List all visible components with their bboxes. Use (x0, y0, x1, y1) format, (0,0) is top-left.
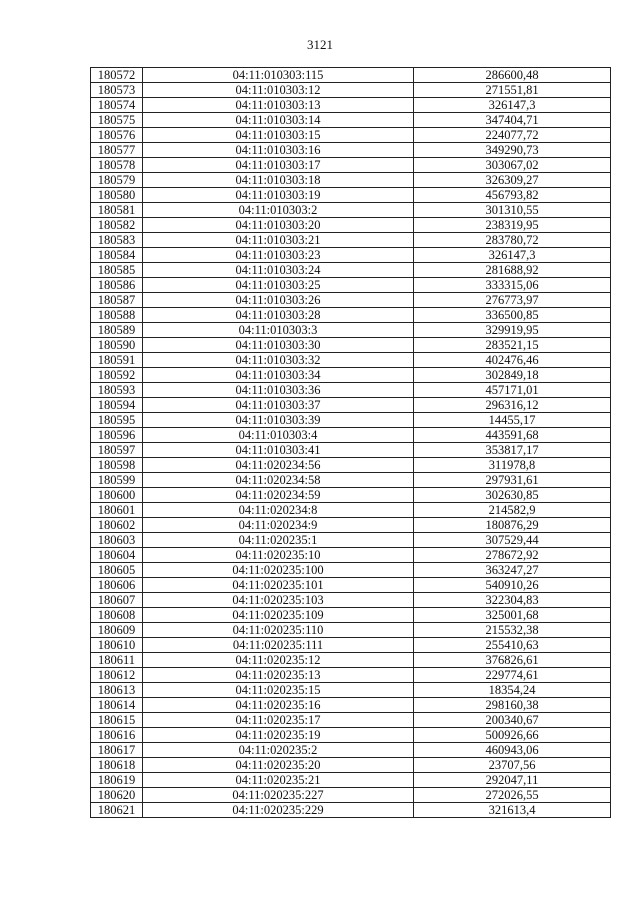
table-row (91, 758, 611, 773)
table-row (91, 143, 611, 158)
cadastral-value-cell: 349290,73 (414, 143, 611, 158)
cadastral-value-cell: 456793,82 (414, 188, 611, 203)
cadastral-value-cell: 301310,55 (414, 203, 611, 218)
cadastral-value-cell: 214582,9 (414, 503, 611, 518)
table-row (91, 638, 611, 653)
cadastral-value-cell: 276773,97 (414, 293, 611, 308)
table-row (91, 338, 611, 353)
row-number-cell: 180591 (91, 353, 143, 368)
row-number-cell: 180583 (91, 233, 143, 248)
row-number-cell: 180572 (91, 68, 143, 83)
cadastral-number-cell: 04:11:010303:18 (143, 173, 414, 188)
cadastral-value-cell: 298160,38 (414, 698, 611, 713)
cadastral-value-cell: 215532,38 (414, 623, 611, 638)
row-number-cell: 180620 (91, 788, 143, 803)
cadastral-value-cell: 302849,18 (414, 368, 611, 383)
row-number-cell: 180610 (91, 638, 143, 653)
row-number-cell: 180595 (91, 413, 143, 428)
cadastral-value-cell: 283521,15 (414, 338, 611, 353)
cadastral-number-cell: 04:11:020234:9 (143, 518, 414, 533)
cadastral-value-cell: 347404,71 (414, 113, 611, 128)
cadastral-number-cell: 04:11:020235:1 (143, 533, 414, 548)
table-row (91, 443, 611, 458)
cadastral-value-cell: 311978,8 (414, 458, 611, 473)
table-row (91, 113, 611, 128)
table-row (91, 563, 611, 578)
row-number-cell: 180611 (91, 653, 143, 668)
row-number-cell: 180597 (91, 443, 143, 458)
cadastral-number-cell: 04:11:020235:21 (143, 773, 414, 788)
cadastral-value-cell: 14455,17 (414, 413, 611, 428)
cadastral-number-cell: 04:11:010303:30 (143, 338, 414, 353)
table-row (91, 668, 611, 683)
row-number-cell: 180599 (91, 473, 143, 488)
row-number-cell: 180579 (91, 173, 143, 188)
table-row (91, 533, 611, 548)
cadastral-number-cell: 04:11:020234:56 (143, 458, 414, 473)
cadastral-number-cell: 04:11:010303:17 (143, 158, 414, 173)
cadastral-number-cell: 04:11:010303:21 (143, 233, 414, 248)
row-number-cell: 180609 (91, 623, 143, 638)
cadastral-number-cell: 04:11:010303:3 (143, 323, 414, 338)
cadastral-value-cell: 296316,12 (414, 398, 611, 413)
cadastral-number-cell: 04:11:020235:229 (143, 803, 414, 818)
cadastral-number-cell: 04:11:020235:2 (143, 743, 414, 758)
cadastral-value-table (90, 67, 611, 818)
row-number-cell: 180600 (91, 488, 143, 503)
cadastral-value-cell: 363247,27 (414, 563, 611, 578)
cadastral-value-cell: 255410,63 (414, 638, 611, 653)
cadastral-value-cell: 540910,26 (414, 578, 611, 593)
table-row (91, 683, 611, 698)
table-row (91, 653, 611, 668)
row-number-cell: 180608 (91, 608, 143, 623)
row-number-cell: 180594 (91, 398, 143, 413)
cadastral-value-cell: 224077,72 (414, 128, 611, 143)
row-number-cell: 180612 (91, 668, 143, 683)
row-number-cell: 180588 (91, 308, 143, 323)
table-row (91, 698, 611, 713)
cadastral-value-cell: 460943,06 (414, 743, 611, 758)
row-number-cell: 180587 (91, 293, 143, 308)
cadastral-number-cell: 04:11:020234:8 (143, 503, 414, 518)
cadastral-value-cell: 281688,92 (414, 263, 611, 278)
row-number-cell: 180582 (91, 218, 143, 233)
cadastral-value-cell: 326309,27 (414, 173, 611, 188)
cadastral-value-cell: 238319,95 (414, 218, 611, 233)
cadastral-number-cell: 04:11:010303:115 (143, 68, 414, 83)
cadastral-value-cell: 307529,44 (414, 533, 611, 548)
row-number-cell: 180578 (91, 158, 143, 173)
table-row (91, 248, 611, 263)
cadastral-number-cell: 04:11:010303:36 (143, 383, 414, 398)
row-number-cell: 180584 (91, 248, 143, 263)
cadastral-value-cell: 23707,56 (414, 758, 611, 773)
row-number-cell: 180589 (91, 323, 143, 338)
table-row (91, 773, 611, 788)
cadastral-number-cell: 04:11:010303:37 (143, 398, 414, 413)
table-row (91, 188, 611, 203)
cadastral-number-cell: 04:11:010303:34 (143, 368, 414, 383)
cadastral-number-cell: 04:11:020235:100 (143, 563, 414, 578)
cadastral-value-cell: 18354,24 (414, 683, 611, 698)
row-number-cell: 180596 (91, 428, 143, 443)
cadastral-value-cell: 229774,61 (414, 668, 611, 683)
cadastral-number-cell: 04:11:020235:111 (143, 638, 414, 653)
cadastral-value-cell: 302630,85 (414, 488, 611, 503)
row-number-cell: 180615 (91, 713, 143, 728)
cadastral-number-cell: 04:11:020235:101 (143, 578, 414, 593)
cadastral-value-cell: 292047,11 (414, 773, 611, 788)
cadastral-value-cell: 200340,67 (414, 713, 611, 728)
cadastral-value-cell: 322304,83 (414, 593, 611, 608)
cadastral-number-cell: 04:11:010303:14 (143, 113, 414, 128)
table-row (91, 623, 611, 638)
table-row (91, 608, 611, 623)
table-row (91, 488, 611, 503)
row-number-cell: 180613 (91, 683, 143, 698)
cadastral-value-cell: 326147,3 (414, 248, 611, 263)
table-row (91, 548, 611, 563)
row-number-cell: 180574 (91, 98, 143, 113)
cadastral-value-cell: 303067,02 (414, 158, 611, 173)
table-row (91, 233, 611, 248)
cadastral-value-cell: 329919,95 (414, 323, 611, 338)
table-row (91, 428, 611, 443)
cadastral-number-cell: 04:11:020235:103 (143, 593, 414, 608)
table-row (91, 503, 611, 518)
cadastral-number-cell: 04:11:010303:12 (143, 83, 414, 98)
cadastral-number-cell: 04:11:020235:16 (143, 698, 414, 713)
cadastral-number-cell: 04:11:020235:12 (143, 653, 414, 668)
row-number-cell: 180581 (91, 203, 143, 218)
cadastral-number-cell: 04:11:010303:32 (143, 353, 414, 368)
cadastral-value-cell: 457171,01 (414, 383, 611, 398)
cadastral-number-cell: 04:11:020235:10 (143, 548, 414, 563)
table-row (91, 278, 611, 293)
cadastral-value-cell: 286600,48 (414, 68, 611, 83)
cadastral-number-cell: 04:11:010303:28 (143, 308, 414, 323)
table-row (91, 398, 611, 413)
table-row (91, 518, 611, 533)
row-number-cell: 180590 (91, 338, 143, 353)
table-row (91, 803, 611, 818)
row-number-cell: 180618 (91, 758, 143, 773)
cadastral-number-cell: 04:11:010303:2 (143, 203, 414, 218)
cadastral-value-cell: 500926,66 (414, 728, 611, 743)
table-row (91, 473, 611, 488)
table-row (91, 263, 611, 278)
table-row (91, 368, 611, 383)
row-number-cell: 180576 (91, 128, 143, 143)
row-number-cell: 180604 (91, 548, 143, 563)
table-row (91, 203, 611, 218)
table-row (91, 83, 611, 98)
table-row (91, 308, 611, 323)
cadastral-number-cell: 04:11:020235:15 (143, 683, 414, 698)
table-row (91, 158, 611, 173)
row-number-cell: 180586 (91, 278, 143, 293)
table-row (91, 68, 611, 83)
table-row (91, 458, 611, 473)
cadastral-number-cell: 04:11:010303:16 (143, 143, 414, 158)
cadastral-number-cell: 04:11:010303:26 (143, 293, 414, 308)
cadastral-number-cell: 04:11:020235:110 (143, 623, 414, 638)
row-number-cell: 180580 (91, 188, 143, 203)
cadastral-value-cell: 336500,85 (414, 308, 611, 323)
cadastral-value-cell: 443591,68 (414, 428, 611, 443)
cadastral-number-cell: 04:11:010303:13 (143, 98, 414, 113)
cadastral-number-cell: 04:11:010303:19 (143, 188, 414, 203)
row-number-cell: 180577 (91, 143, 143, 158)
row-number-cell: 180601 (91, 503, 143, 518)
table-row (91, 98, 611, 113)
cadastral-number-cell: 04:11:010303:20 (143, 218, 414, 233)
page-number: 3121 (307, 37, 333, 52)
cadastral-number-cell: 04:11:010303:15 (143, 128, 414, 143)
cadastral-value-cell: 321613,4 (414, 803, 611, 818)
row-number-cell: 180607 (91, 593, 143, 608)
cadastral-number-cell: 04:11:020235:17 (143, 713, 414, 728)
table-row (91, 218, 611, 233)
table-row (91, 323, 611, 338)
table-row (91, 593, 611, 608)
table-body (91, 68, 611, 818)
row-number-cell: 180617 (91, 743, 143, 758)
cadastral-number-cell: 04:11:010303:25 (143, 278, 414, 293)
row-number-cell: 180593 (91, 383, 143, 398)
row-number-cell: 180598 (91, 458, 143, 473)
cadastral-number-cell: 04:11:020235:227 (143, 788, 414, 803)
cadastral-value-cell: 271551,81 (414, 83, 611, 98)
table-row (91, 728, 611, 743)
row-number-cell: 180605 (91, 563, 143, 578)
cadastral-number-cell: 04:11:010303:23 (143, 248, 414, 263)
table-row (91, 743, 611, 758)
row-number-cell: 180614 (91, 698, 143, 713)
row-number-cell: 180603 (91, 533, 143, 548)
cadastral-number-cell: 04:11:010303:24 (143, 263, 414, 278)
cadastral-value-cell: 297931,61 (414, 473, 611, 488)
row-number-cell: 180616 (91, 728, 143, 743)
table-row (91, 788, 611, 803)
row-number-cell: 180585 (91, 263, 143, 278)
cadastral-number-cell: 04:11:020235:20 (143, 758, 414, 773)
table-row (91, 413, 611, 428)
table-row (91, 713, 611, 728)
cadastral-value-cell: 353817,17 (414, 443, 611, 458)
cadastral-number-cell: 04:11:020234:59 (143, 488, 414, 503)
cadastral-value-cell: 180876,29 (414, 518, 611, 533)
row-number-cell: 180575 (91, 113, 143, 128)
cadastral-number-cell: 04:11:010303:39 (143, 413, 414, 428)
cadastral-value-cell: 326147,3 (414, 98, 611, 113)
table-row (91, 578, 611, 593)
cadastral-value-cell: 333315,06 (414, 278, 611, 293)
row-number-cell: 180606 (91, 578, 143, 593)
table-row (91, 173, 611, 188)
cadastral-value-cell: 325001,68 (414, 608, 611, 623)
row-number-cell: 180592 (91, 368, 143, 383)
cadastral-number-cell: 04:11:020235:13 (143, 668, 414, 683)
cadastral-number-cell: 04:11:010303:41 (143, 443, 414, 458)
table-row (91, 383, 611, 398)
row-number-cell: 180602 (91, 518, 143, 533)
cadastral-value-cell: 278672,92 (414, 548, 611, 563)
table-row (91, 353, 611, 368)
cadastral-number-cell: 04:11:020235:109 (143, 608, 414, 623)
row-number-cell: 180621 (91, 803, 143, 818)
table-row (91, 293, 611, 308)
cadastral-number-cell: 04:11:020235:19 (143, 728, 414, 743)
cadastral-number-cell: 04:11:020234:58 (143, 473, 414, 488)
row-number-cell: 180573 (91, 83, 143, 98)
row-number-cell: 180619 (91, 773, 143, 788)
table-row (91, 128, 611, 143)
cadastral-value-cell: 402476,46 (414, 353, 611, 368)
cadastral-value-cell: 376826,61 (414, 653, 611, 668)
cadastral-value-cell: 283780,72 (414, 233, 611, 248)
cadastral-number-cell: 04:11:010303:4 (143, 428, 414, 443)
cadastral-value-cell: 272026,55 (414, 788, 611, 803)
